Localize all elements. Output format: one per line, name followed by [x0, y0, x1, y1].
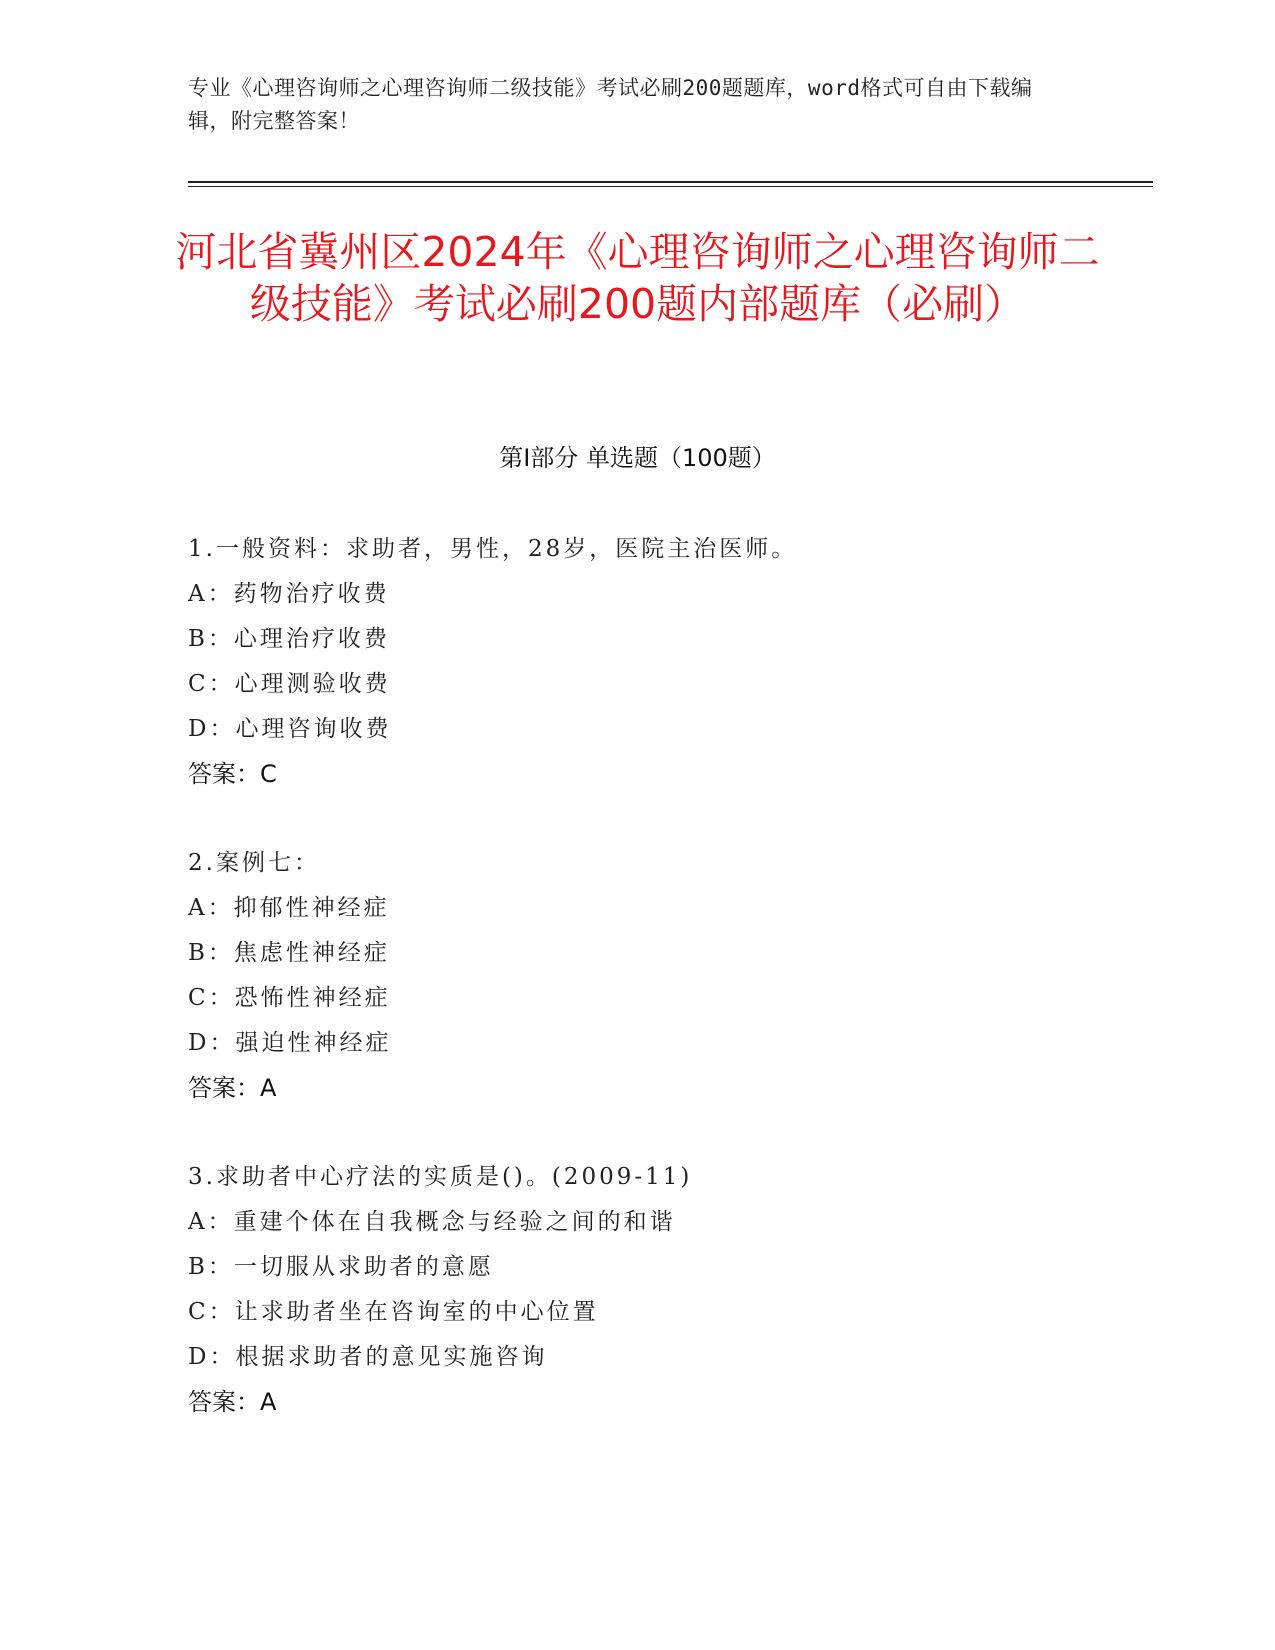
option-c: C：心理测验收费 [188, 671, 391, 697]
option-a: A：抑郁性神经症 [188, 895, 390, 921]
header-note: 专业《心理咨询师之心理咨询师二级技能》考试必刷200题题库，word格式可自由下载编辑，附完整答案！ [188, 76, 1033, 133]
option-b: B：焦虑性神经症 [188, 940, 390, 966]
option-a: A：重建个体在自我概念与经验之间的和谐 [188, 1209, 676, 1235]
option-b: B：心理治疗收费 [188, 626, 390, 652]
option-a: A：药物治疗收费 [188, 581, 390, 607]
option-d: D：根据求助者的意见实施咨询 [188, 1344, 548, 1370]
answer: 答案：C [188, 760, 277, 788]
option-d: D：强迫性神经症 [188, 1030, 392, 1056]
section-heading: 第Ⅰ部分 单选题（100题） [499, 444, 776, 472]
header-divider-thick [188, 181, 1153, 183]
answer: 答案：A [188, 1388, 277, 1416]
answer: 答案：A [188, 1074, 277, 1102]
question-stem: 2.案例七： [188, 850, 320, 876]
header-divider-thin [188, 186, 1153, 187]
question-2 [188, 841, 1148, 1111]
option-c: C：恐怖性神经症 [188, 985, 391, 1011]
option-b: B：一切服从求助者的意愿 [188, 1254, 494, 1280]
question-1 [188, 527, 1148, 797]
option-d: D：心理咨询收费 [188, 716, 392, 742]
document-title: 河北省冀州区2024年《心理咨询师之心理咨询师二级技能》考试必刷200题内部题库（必刷） [175, 228, 1100, 328]
option-c: C：让求助者坐在咨询室的中心位置 [188, 1299, 599, 1325]
question-3 [188, 1155, 1148, 1425]
question-stem: 1.一般资料：求助者，男性，28岁，医院主治医师。 [188, 536, 798, 562]
question-list [188, 527, 1148, 1469]
question-stem: 3.求助者中心疗法的实质是()。(2009-11) [188, 1164, 693, 1190]
